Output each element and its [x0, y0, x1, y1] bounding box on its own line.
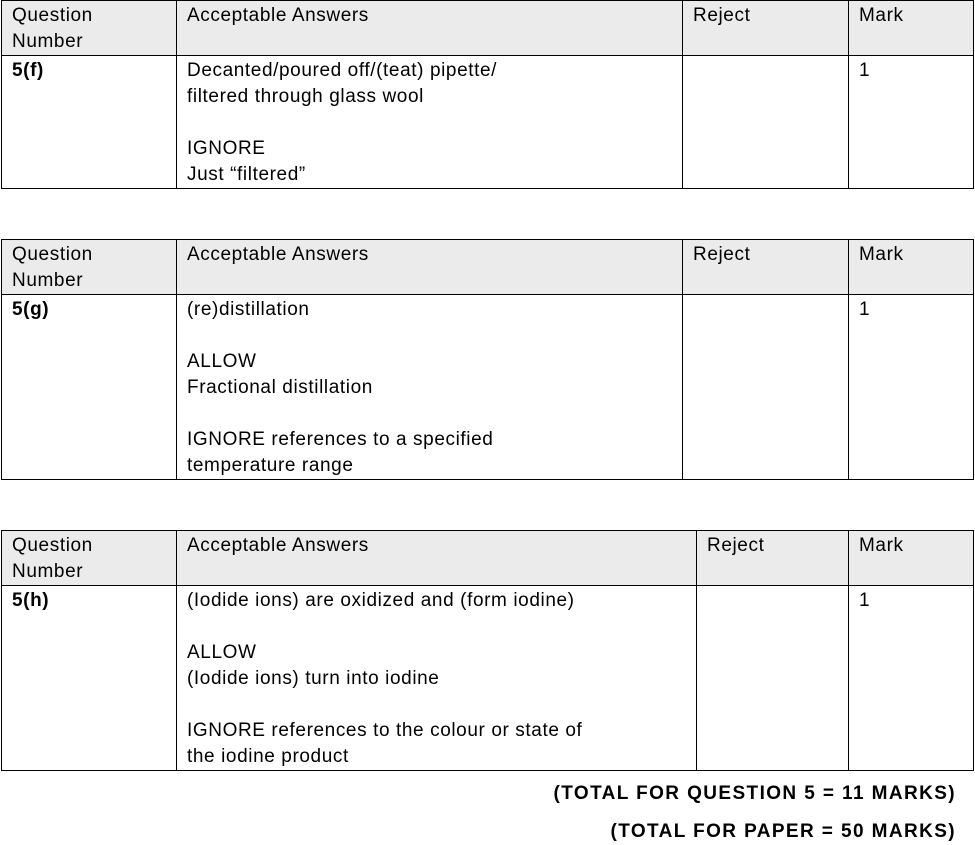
ignore-line: Just “filtered” — [187, 164, 306, 185]
acceptable-answers — [177, 56, 683, 189]
table-header-row — [2, 1, 974, 56]
header-question-number: Question Number — [2, 1, 177, 56]
reject-cell — [683, 56, 849, 189]
question-number: 5(h) — [2, 586, 177, 771]
mark-scheme-table-5f — [1, 0, 974, 189]
answer-line: Decanted/poured off/(teat) pipette/ — [187, 60, 498, 81]
acceptable-answers — [177, 295, 683, 480]
question-number: 5(g) — [2, 295, 177, 480]
total-for-paper: (TOTAL FOR PAPER = 50 MARKS) — [610, 821, 956, 842]
header-question-number: Question Number — [2, 531, 177, 586]
header-acceptable-answers: Acceptable Answers — [177, 531, 697, 586]
reject-cell — [683, 295, 849, 480]
table-header-row — [2, 531, 974, 586]
table-row — [2, 295, 974, 480]
answer-line: filtered through glass wool — [187, 86, 424, 107]
mark-scheme-table-5g — [1, 239, 974, 480]
header-acceptable-answers: Acceptable Answers — [177, 240, 683, 295]
ignore-line: temperature range — [187, 455, 354, 476]
mark-cell: 1 — [849, 56, 974, 189]
question-number: 5(f) — [2, 56, 177, 189]
allow-line: Fractional distillation — [187, 377, 373, 398]
answer-line: (Iodide ions) are oxidized and (form iodine) — [187, 590, 575, 611]
ignore-label: IGNORE — [187, 138, 266, 159]
allow-line: (Iodide ions) turn into iodine — [187, 668, 440, 689]
table-row — [2, 586, 974, 771]
reject-cell — [697, 586, 849, 771]
table-header-row — [2, 240, 974, 295]
allow-label: ALLOW — [187, 642, 257, 663]
header-reject: Reject — [683, 240, 849, 295]
ignore-line: the iodine product — [187, 746, 349, 767]
header-mark: Mark — [849, 1, 974, 56]
header-mark: Mark — [849, 531, 974, 586]
total-for-question: (TOTAL FOR QUESTION 5 = 11 MARKS) — [553, 783, 956, 804]
header-question-number: Question Number — [2, 240, 177, 295]
table-row — [2, 56, 974, 189]
header-reject: Reject — [697, 531, 849, 586]
ignore-line: IGNORE references to a specified — [187, 429, 494, 450]
answer-line: (re)distillation — [187, 299, 310, 320]
mark-scheme-table-5h — [1, 530, 974, 771]
acceptable-answers — [177, 586, 697, 771]
ignore-line: IGNORE references to the colour or state of — [187, 720, 583, 741]
header-acceptable-answers: Acceptable Answers — [177, 1, 683, 56]
allow-label: ALLOW — [187, 351, 257, 372]
mark-cell: 1 — [849, 295, 974, 480]
header-reject: Reject — [683, 1, 849, 56]
header-mark: Mark — [849, 240, 974, 295]
mark-cell: 1 — [849, 586, 974, 771]
